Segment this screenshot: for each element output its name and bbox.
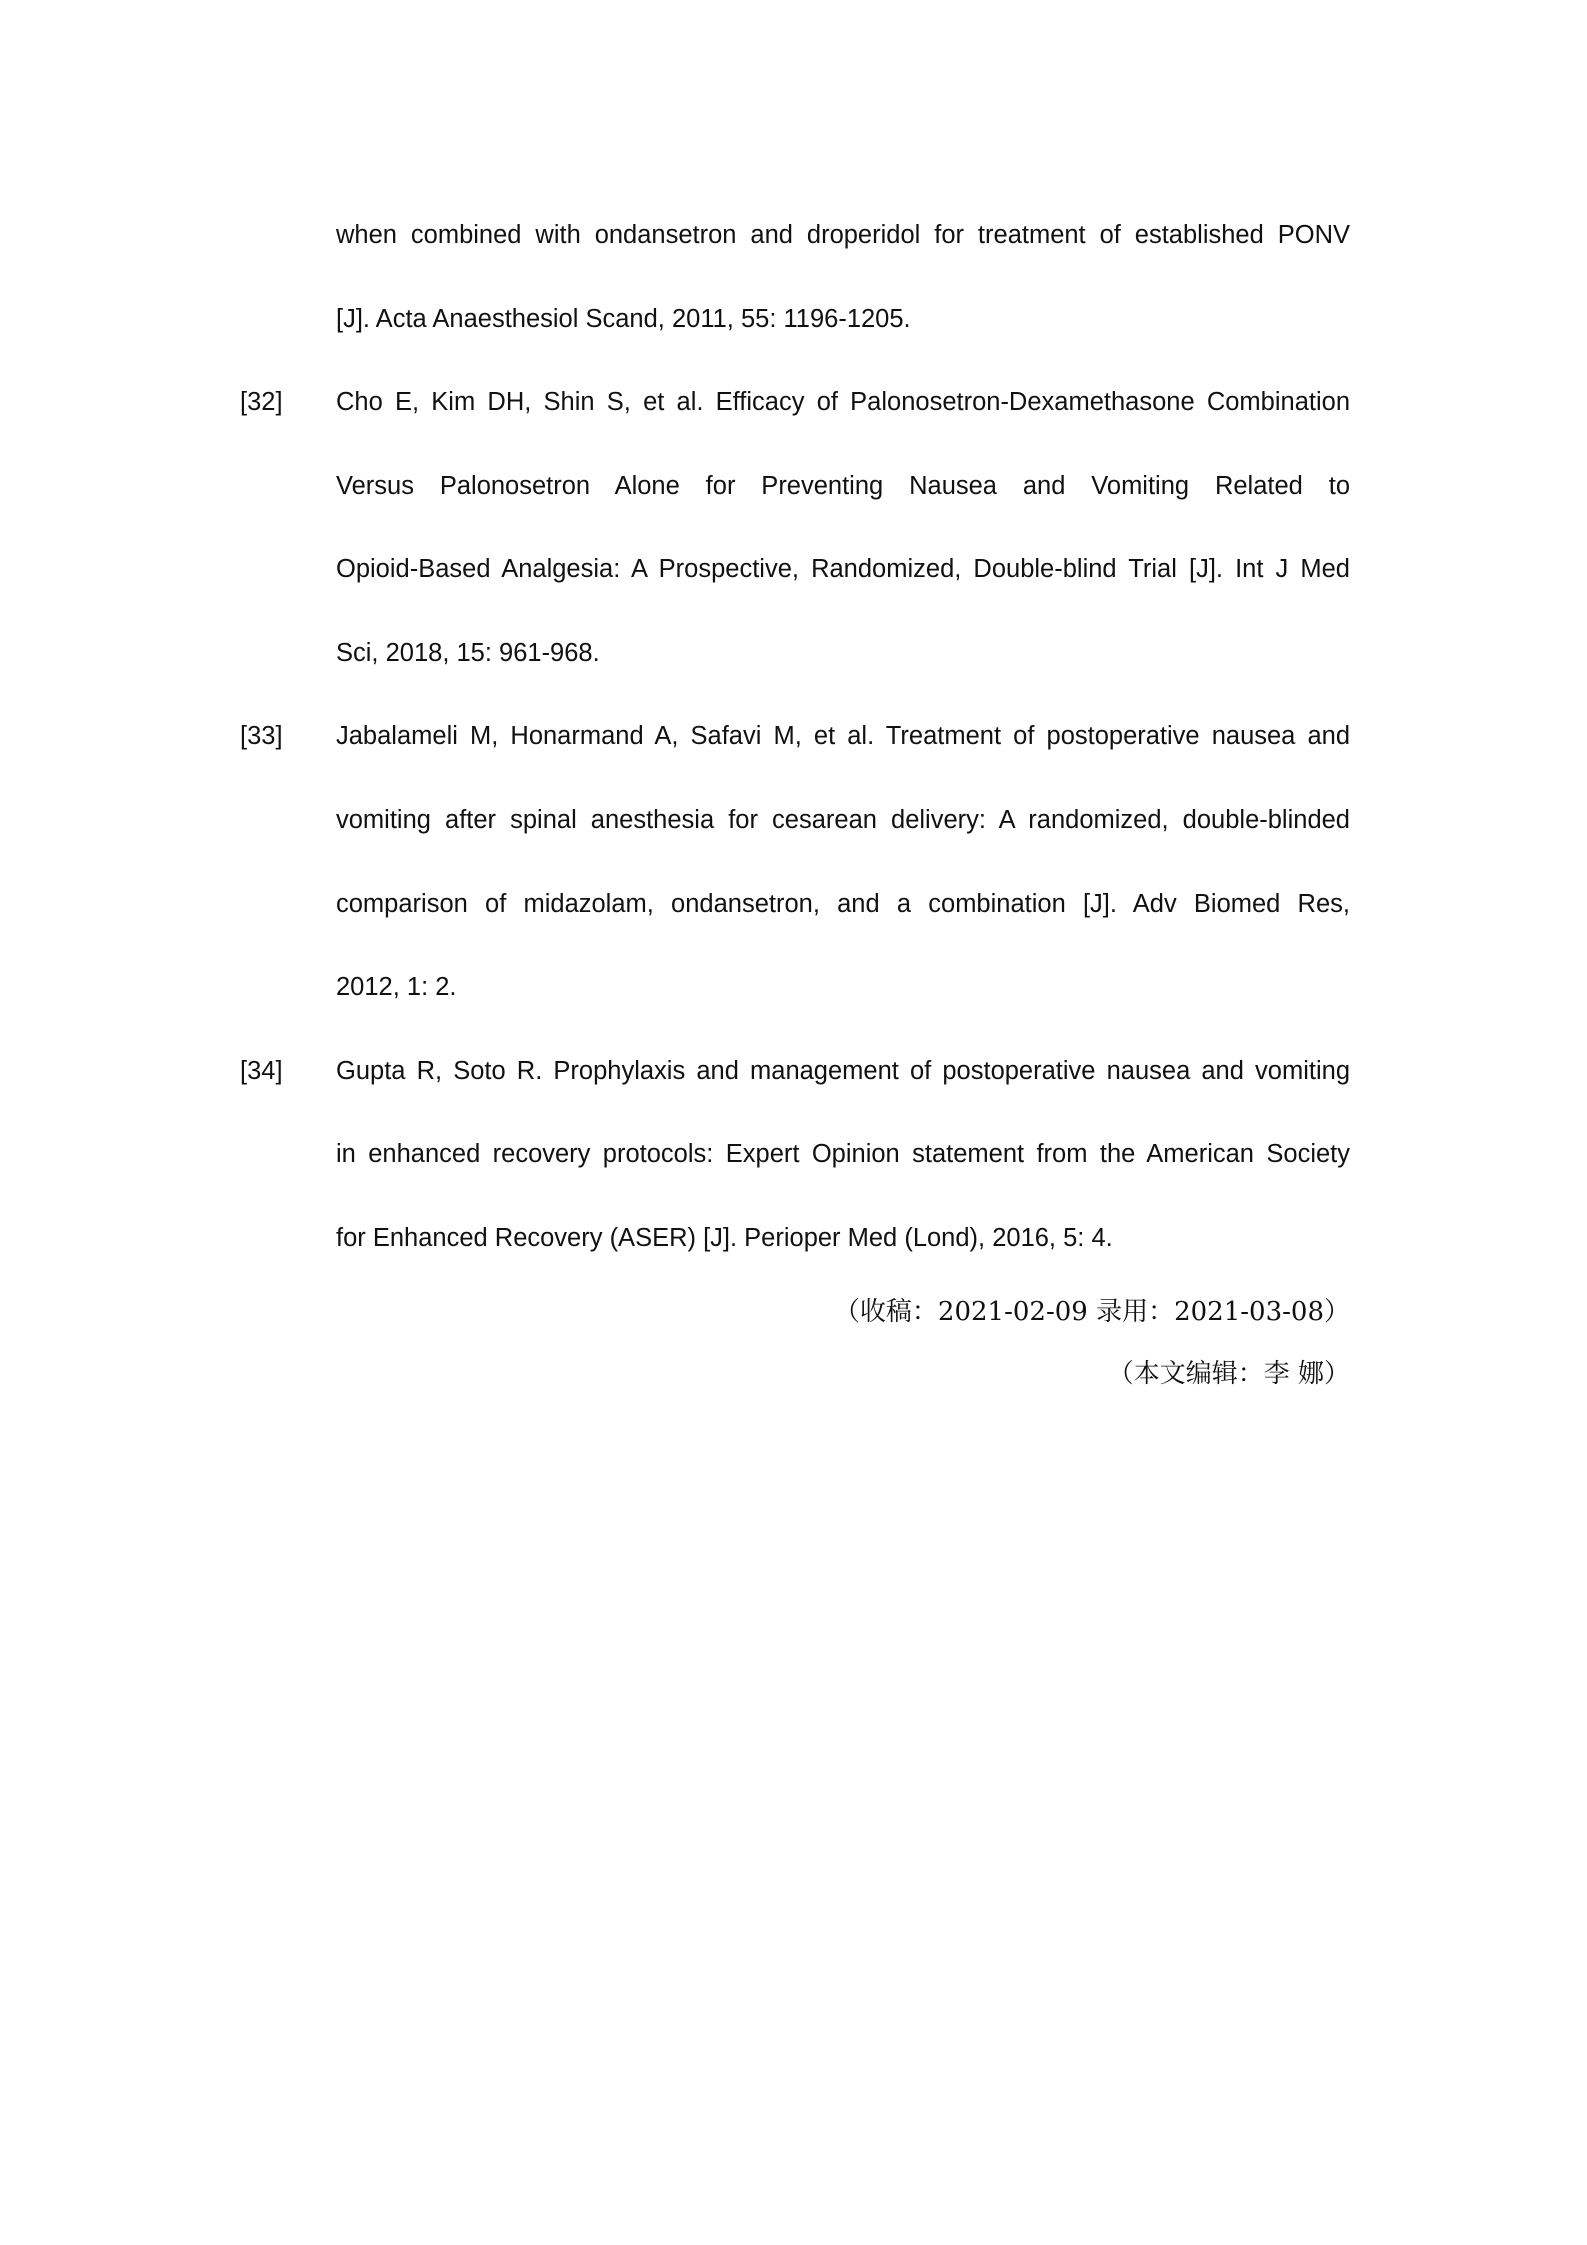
received-accepted-dates: （收稿：2021-02-09 录用：2021-03-08） [833, 1297, 1350, 1327]
reference-line: in enhanced recovery protocols: Expert Opinion statement from the American Society [336, 1140, 1350, 1168]
reference-line: for Enhanced Recovery (ASER) [J]. Perioper Med (Lond), 2016, 5: 4. [336, 1224, 1113, 1252]
reference-number: [33] [240, 722, 283, 750]
editor-note: （本文编辑：李 娜） [1107, 1359, 1350, 1389]
reference-number: [34] [240, 1057, 283, 1085]
reference-number: [32] [240, 388, 283, 416]
reference-line: Versus Palonosetron Alone for Preventing Nausea and Vomiting Related to [336, 472, 1350, 500]
reference-line: when combined with ondansetron and droperidol for treatment of established PONV [336, 221, 1350, 249]
reference-line: Opioid-Based Analgesia: A Prospective, Randomized, Double-blind Trial [J]. Int J Med [336, 555, 1350, 583]
reference-line: 2012, 1: 2. [336, 973, 457, 1001]
reference-line: comparison of midazolam, ondansetron, and a combination [J]. Adv Biomed Res, [336, 890, 1350, 918]
reference-line: vomiting after spinal anesthesia for cesarean delivery: A randomized, double-blinded [336, 806, 1350, 834]
reference-line: [J]. Acta Anaesthesiol Scand, 2011, 55: 1196-1205. [336, 305, 911, 333]
reference-line: Gupta R, Soto R. Prophylaxis and management of postoperative nausea and vomiting [336, 1057, 1350, 1085]
reference-line: Jabalameli M, Honarmand A, Safavi M, et al. Treatment of postoperative nausea and [336, 722, 1350, 750]
reference-line: Cho E, Kim DH, Shin S, et al. Efficacy of Palonosetron-Dexamethasone Combination [336, 388, 1350, 416]
reference-line: Sci, 2018, 15: 961-968. [336, 639, 600, 667]
